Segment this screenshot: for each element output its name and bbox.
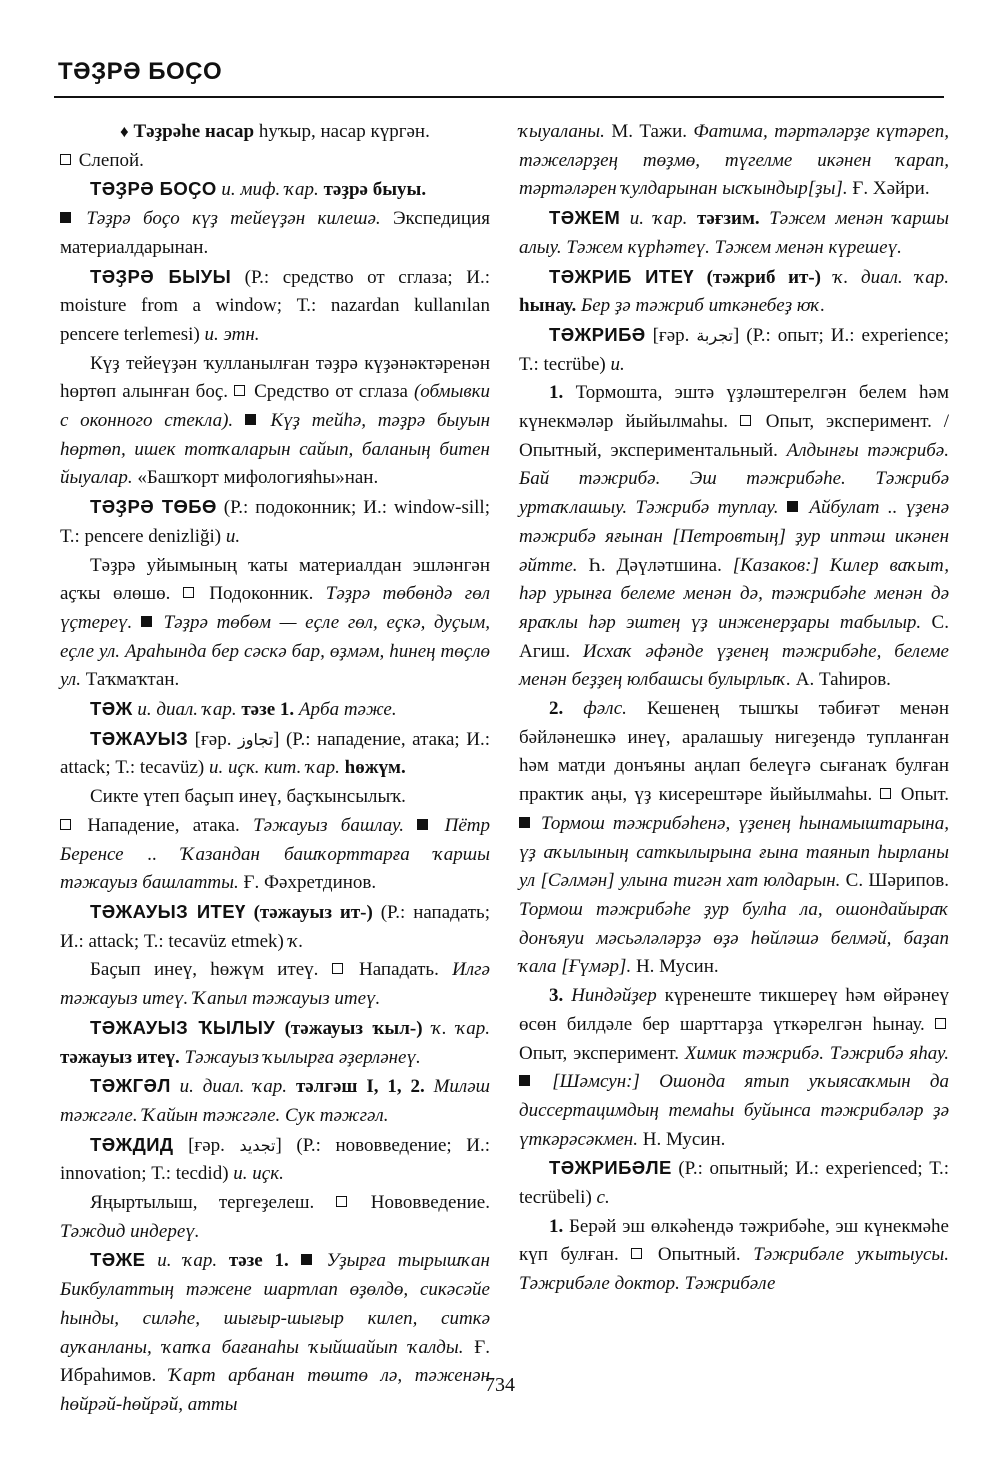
- source: Ғ. Ибраһимов.: [60, 1336, 491, 1387]
- definition-block: [60, 552, 490, 696]
- example: Ҡарт арбанан төштө лә, тәженән һөйрәй-һөйрәй, атты: [60, 1365, 490, 1415]
- example: Тәжауыз ҡылырға әҙерләнеү.: [179, 1046, 421, 1068]
- page-number: 734: [485, 1374, 515, 1396]
- translation: Нападать.: [345, 959, 453, 981]
- hollow-square-icon: [880, 788, 891, 799]
- hollow-square-icon: [740, 415, 751, 426]
- usage-example: Тәҙрә төбөндә гөл үҫтереү.: [60, 583, 490, 633]
- dictionary-entry: [60, 695, 490, 725]
- definition: Баҫып инеү, һөжүм итеү.: [90, 959, 319, 981]
- dictionary-entry: [60, 725, 490, 783]
- usage-example: Алдынғы тәжрибә. Бай тәжрибә. Эш тәжрибәһе. Тәжрибә уртаҡлашыу. Тәжрибә туплау.: [519, 439, 949, 519]
- filled-square-icon: [141, 616, 152, 627]
- translation: Опытный.: [645, 1244, 754, 1266]
- source: Таҡмаҡтан.: [80, 669, 180, 691]
- source: Ғ. Фәхретдинов.: [238, 872, 377, 894]
- source: «Башҡорт мифологияһы»нан.: [132, 467, 379, 489]
- translation: Слепой.: [74, 149, 144, 171]
- filled-square-icon: [417, 819, 428, 830]
- dictionary-entry: [60, 493, 490, 551]
- headword: ТӘЖГӘЛ: [90, 1075, 171, 1097]
- translation: Опыт.: [893, 784, 950, 806]
- hollow-square-icon: [183, 587, 194, 598]
- example: Тәҙрә төбөм — еҫле гөл, еҫкә, дуҫым, еҫле ул. Араһында бер сәскә бар, өҙмәм, һинең төҫлө ул.: [60, 611, 491, 691]
- source: Экспедиция материалдарынан.: [60, 208, 490, 258]
- cross-reference: һөжүм.: [344, 757, 406, 779]
- example: ҡыуаланы.: [519, 121, 605, 142]
- headword: ТӘҘРӘ БОҪО: [90, 178, 217, 200]
- headword: ТӘЖРИБ ИТЕҮ: [549, 265, 694, 287]
- dictionary-entry: [60, 175, 490, 262]
- grammar-label: и. иҫк. кит. ҡар.: [208, 757, 345, 779]
- usage-example: Илгә тәжауыз итеү. Ҡапыл тәжауыз итеү.: [60, 959, 490, 1010]
- example: [Казаков:] Килер ваҡыт, һәр урынға белеме менән дә, тәжрибәһе менән дә яраҡлы һәр эштең үҙ инженерҙары табылыр.: [519, 554, 949, 633]
- usage-example: Химик тәжрибә. Тәжрибә яһау.: [684, 1042, 949, 1064]
- source: С. Агиш.: [519, 611, 949, 662]
- translation: Опыт, эксперимент.: [519, 1042, 685, 1064]
- example: Тормош тәжрибәһе ҙур булһа ла, ошондайыраҡ донъяуи мәсьәләләрҙә өҙә һөйләшә белмәй, баҙап ҡала [Ғүмәр].: [519, 898, 949, 978]
- sense-number: 1.: [549, 1215, 564, 1237]
- grammar-label: фәлс.: [563, 698, 627, 720]
- etymology: (Р.: средство от сглаза; И.: moisture from a window; Т.: nazardan kullanılan pencere terlemesi): [60, 266, 490, 345]
- sense-number: 3.: [549, 985, 564, 1007]
- etymology: [ғәр.: [645, 324, 697, 346]
- usage-example: Тәждид индереү.: [60, 1220, 200, 1242]
- arabic-script: تجربة: [696, 325, 733, 345]
- dictionary-entry: [60, 263, 490, 350]
- example: Миләш тәжгәле. Ҡайын тәжгәле. Сук тәжгәл.: [60, 1076, 490, 1126]
- grammar-label: и.: [225, 525, 241, 547]
- definition: Берәй эш өлкәһендә тәжрибәһе, эш күнекмәһе күп булған.: [519, 1215, 949, 1266]
- hollow-square-icon: [234, 385, 245, 396]
- hollow-square-icon: [60, 819, 71, 830]
- filled-square-icon: [519, 817, 530, 828]
- translation: Средство от сглаза: [248, 381, 414, 403]
- grammar-label: ҡ.: [288, 930, 304, 952]
- grammar-label: и. этн.: [204, 323, 260, 345]
- example: Уҙырға тырышҡан Бикбулаттың тәжене шартлап өҙөлдө, сикәсәйе һынды, силәһе, шығыр-шығыр килеп, ситкә ауҡанланы, ҡапҡа бағанаһы ҡыйшайып ҡалды.: [60, 1250, 490, 1358]
- dictionary-entry: [519, 321, 949, 379]
- grammar-label: Ниндәйҙер: [563, 985, 657, 1007]
- grammar-label: ҡ. ҡар.: [422, 1017, 490, 1039]
- translation: Нововведение.: [349, 1192, 490, 1214]
- etymology: ] (Р.: нападение, атака; И.: attack; Т.: tecavüz): [60, 728, 490, 779]
- etymology: (Р.: подоконник; И.: window-sill; Т.: pencere denizliği): [60, 497, 490, 547]
- headword: ТӘЖАУЫЗ: [90, 727, 189, 749]
- usage-example: Тәжауыз башлау.: [253, 814, 404, 836]
- verb-stem: (тәжауыз ҡыл-): [275, 1017, 423, 1039]
- header-rule: [54, 96, 944, 98]
- grammar-label: и. миф. ҡар.: [216, 179, 324, 201]
- sense-number: 1.: [549, 382, 564, 404]
- definition: Сикте үтеп баҫып инеү, баҫҡынсылыҡ.: [90, 786, 406, 808]
- hollow-square-icon: [336, 1196, 347, 1207]
- grammar-label: и. ҡар.: [620, 208, 697, 230]
- definition: Тәҙрә уйымының ҡаты материалдан эшләнгән аҫҡы өлөшө.: [60, 554, 490, 605]
- headword: ТӘЖАУЫЗ ҠЫЛЫУ: [90, 1016, 276, 1038]
- example: Арба тәже.: [294, 699, 397, 721]
- grammar-label: и.: [610, 353, 625, 375]
- example: Күҙ тейһә, тәҙрә быуын һөртөп, ишек тотҡаларын сайып, баланың битен йыуалар.: [60, 410, 491, 489]
- definition: Күҙ тейеүҙән ҡулланылған тәҙрә күҙәнәктәренән һөртөп алынған боҫ.: [60, 352, 490, 403]
- definition-block: [60, 956, 490, 1013]
- etymology: ] (Р.: нововведение; И.: innovation; Т.: tecdid): [60, 1134, 491, 1185]
- usage-example: (обмывки с оконного стекла).: [60, 381, 490, 432]
- diamond-icon: ♦: [120, 122, 129, 141]
- example: Бер ҙә тәжриб иткәнебеҙ юҡ.: [576, 295, 826, 317]
- headword: ТӘЖЕ: [90, 1249, 146, 1271]
- example: Айбулат .. үҙенә тәжрибә яғынан [Петровтың] ҙур иптәш икәнен әйтте.: [519, 497, 950, 576]
- source: А. Таһиров.: [790, 669, 891, 691]
- translation: Опыт, эксперимент. / Опытный, экспериментальный.: [519, 411, 949, 461]
- source: Һ. Дәүләтшина.: [577, 554, 722, 576]
- phrase-headword: Тәҙрәһе насар: [133, 121, 255, 142]
- source: Ғ. Хәйри.: [847, 178, 930, 200]
- grammar-label: и. иҫк.: [233, 1163, 284, 1185]
- example: Тәҙрә боҫо күҙ тейеүҙән килешә.: [74, 208, 381, 230]
- usage-example: Тәжрибәле уҡытыусы. Тәжрибәле доктор. Тәжрибәле: [519, 1244, 950, 1295]
- dictionary-entry: [60, 1072, 490, 1130]
- filled-square-icon: [301, 1254, 312, 1265]
- dictionary-entry: [60, 898, 490, 956]
- translation: Нападение, атака.: [74, 814, 254, 836]
- headword: ТӘҘРӘ БЫУЫ: [90, 265, 232, 287]
- etymology: [ғәр.: [188, 728, 238, 750]
- cross-reference: тәлгәш I, 1, 2.: [295, 1076, 425, 1098]
- example: Фатима, тәртәләрҙе күтәреп, тәжеләрҙең төҙмө, түгелме икәнен ҡарап, тәртәләрен ҡулдарынан ысҡындыр[ҙы].: [519, 121, 949, 200]
- continued-entry: [519, 118, 949, 204]
- headword: ТӘЖЕМ: [549, 207, 621, 229]
- definition: Тормошта, эштә үҙләштерелгән белем һәм күнекмәләр йыйылмаһы.: [519, 382, 949, 433]
- definition: һуҡыр, насар күргән.: [254, 121, 430, 142]
- example: Пётр Беренсе .. Ҡазандан башҡорттарға ҡаршы тәжауыз башлатты.: [60, 814, 490, 894]
- grammar-label: и. диал. ҡар.: [132, 699, 242, 721]
- right-column: [519, 118, 949, 1299]
- dictionary-entry: [60, 1131, 490, 1189]
- source: С. Шәрипов.: [840, 870, 949, 892]
- dictionary-entry: [519, 1154, 949, 1212]
- sense-1: [519, 379, 949, 695]
- hollow-square-icon: [935, 1018, 946, 1029]
- definition-block: [60, 350, 490, 494]
- headword: ТӘЖРИБӘЛЕ: [549, 1157, 672, 1179]
- grammar-label: и. ҡар.: [145, 1250, 229, 1272]
- filled-square-icon: [787, 501, 798, 512]
- headword: ТӘҘРӘ ТӨБӨ: [90, 496, 217, 518]
- dictionary-entry: [519, 204, 949, 262]
- source: М. Тажи.: [604, 121, 687, 142]
- grammar-label: и. диал. ҡар.: [170, 1076, 296, 1098]
- etymology: (Р.: опытный; И.: experienced; Т.: tecrübeli): [519, 1158, 949, 1209]
- dictionary-entry: [519, 263, 949, 321]
- verb-stem: (тәжриб ит-): [694, 266, 822, 288]
- left-column: [60, 118, 490, 1420]
- running-head: ТӘҘРӘ БОҪО: [58, 58, 223, 85]
- source: Н. Мусин.: [631, 956, 719, 978]
- grammar-label: с.: [596, 1187, 610, 1209]
- etymology: ] (Р.: опыт; И.: experience; Т.: tecrübe): [519, 324, 949, 375]
- filled-square-icon: [519, 1075, 530, 1086]
- cross-reference: тәғзим.: [696, 208, 760, 230]
- arabic-script: تجاوز: [238, 729, 274, 749]
- hollow-square-icon: [60, 154, 71, 165]
- headword: ТӘЖДИД: [90, 1133, 174, 1155]
- definition-block: [60, 1189, 490, 1246]
- definition: Яңыртылыш, тергеҙелеш.: [90, 1192, 315, 1214]
- sense-1: [519, 1213, 949, 1299]
- definition: Кешенең тышҡы тәбиғәт менән бәйләнешкә инеү, аралашыу нигеҙендә тупланған һәм матди донъяны аңлап белеүгә сығанаҡ булған практик аңы, үҙ кисерештәре йыйылмаһы.: [519, 698, 949, 806]
- example: Исхаҡ әфәнде үҙенең тәжрибәһе, белеме менән беҙҙең юлбашсы булырлыҡ.: [519, 640, 949, 691]
- cross-reference: тәҙрә быуы.: [323, 179, 427, 201]
- arabic-script: تجديد: [239, 1135, 276, 1155]
- example: Тормош тәжрибәһенә, үҙенең һынамыштарына, үҙ аҡылының саткылырына ғына таянып һырланы ул [Сәлмән] улына тигән хат юлдарын.: [519, 812, 949, 892]
- cross-reference: һынау.: [519, 295, 577, 317]
- filled-square-icon: [60, 212, 71, 223]
- cross-reference: тәжауыз итеү.: [60, 1046, 180, 1068]
- verb-stem: (тәжауыз ит-): [245, 901, 373, 923]
- hollow-square-icon: [332, 963, 343, 974]
- headword: ТӘЖ: [90, 698, 133, 720]
- hollow-square-icon: [631, 1248, 642, 1259]
- headword: ТӘЖРИБӘ: [549, 323, 646, 345]
- cross-reference: тәзе 1.: [228, 1250, 289, 1272]
- definition: күренеште тикшереү һәм өйрәнеү өсөн билдәле бер шарттарҙа үткәрелгән һынау.: [519, 985, 949, 1035]
- dictionary-entry: [60, 1014, 490, 1072]
- sense-number: 2.: [549, 698, 564, 720]
- grammar-label: ҡ. диал. ҡар.: [821, 266, 949, 288]
- translation: Подоконник.: [196, 583, 326, 605]
- dictionary-entry: [60, 118, 490, 175]
- definition-block: [60, 783, 490, 898]
- sense-2: [519, 695, 949, 982]
- headword: ТӘЖАУЫЗ ИТЕҮ: [90, 900, 246, 922]
- example: Тәжем менән ҡаршы алыу. Тәжем күрһәтеү. Тәжем менән күрешеү.: [519, 208, 949, 258]
- source: Н. Мусин.: [637, 1128, 726, 1150]
- etymology: [ғәр.: [173, 1134, 240, 1156]
- cross-reference: тәзе 1.: [241, 699, 295, 721]
- sense-3: [519, 982, 949, 1154]
- etymology: (Р.: нападать; И.: attack; Т.: tecavüz etmek): [60, 901, 491, 952]
- example: [Шәмсун:] Ошонда ятып уҡыясаҡмын да диссертацимдың темаһы буйынса тәжрибәләр ҙә үткәрәсәкмен.: [519, 1071, 949, 1150]
- filled-square-icon: [245, 414, 256, 425]
